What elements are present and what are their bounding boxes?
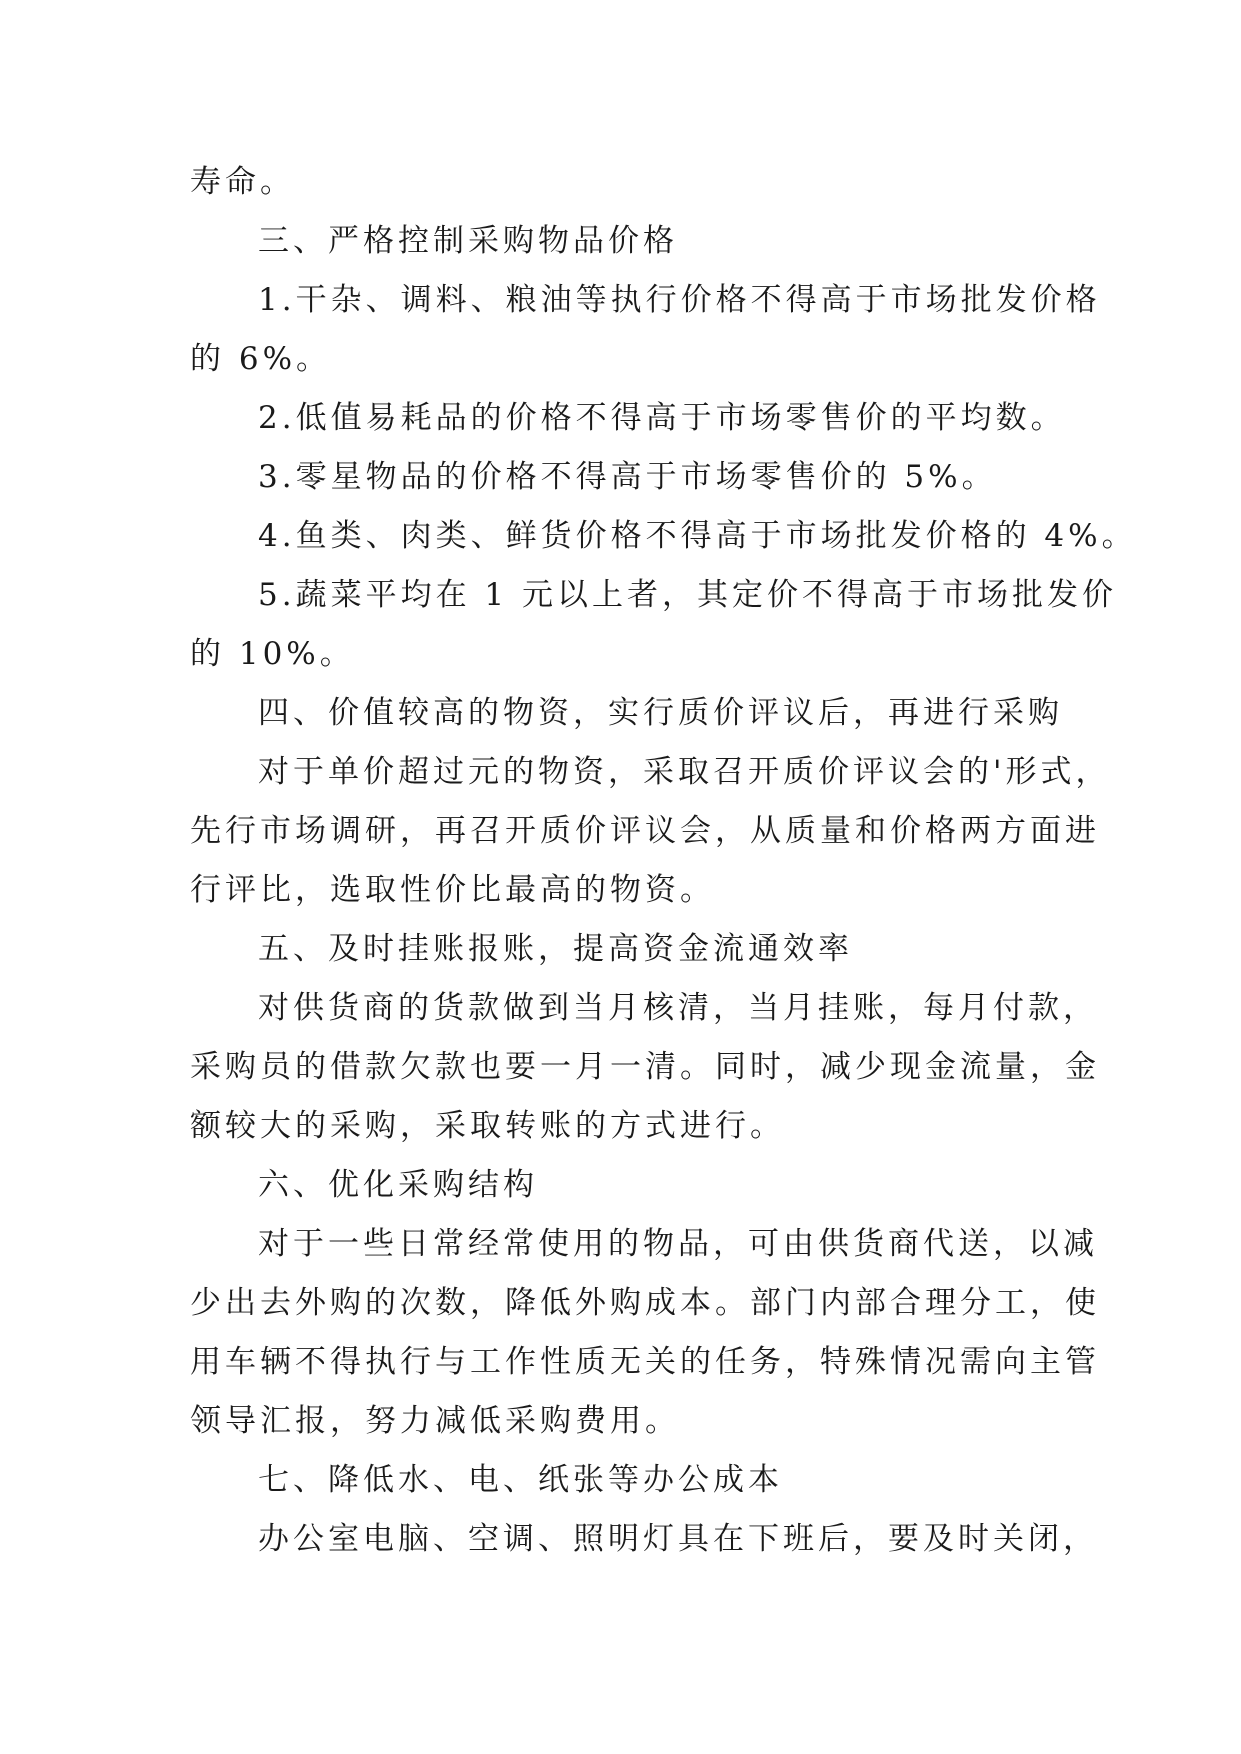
text-line: 用车辆不得执行与工作性质无关的任务，特殊情况需向主管 xyxy=(190,1344,1100,1380)
paragraph xyxy=(190,979,1100,1156)
text-line: 1.干杂、调料、粮油等执行价格不得高于市场批发价格 xyxy=(258,282,1101,318)
text-line: 三、严格控制采购物品价格 xyxy=(258,223,678,259)
text-line: 领导汇报，努力减低采购费用。 xyxy=(190,1403,680,1439)
text-line: 3.零星物品的价格不得高于市场零售价的 5%。 xyxy=(258,459,997,495)
text-line: 六、优化采购结构 xyxy=(258,1167,538,1203)
text-line: 行评比，选取性价比最高的物资。 xyxy=(190,872,715,908)
section-heading xyxy=(190,1156,1070,1215)
text-line: 额较大的采购，采取转账的方式进行。 xyxy=(190,1108,785,1144)
list-item xyxy=(190,566,1118,684)
text-line: 先行市场调研，再召开质价评议会，从质量和价格两方面进 xyxy=(190,813,1100,849)
text-line: 5.蔬菜平均在 1 元以上者，其定价不得高于市场批发价 xyxy=(258,577,1118,613)
section-heading xyxy=(190,212,1070,271)
text-line: 采购员的借款欠款也要一月一清。同时，减少现金流量，金 xyxy=(190,1049,1100,1085)
paragraph xyxy=(190,153,1070,212)
text-line: 七、降低水、电、纸张等办公成本 xyxy=(258,1462,783,1498)
text-line: 的 6%。 xyxy=(190,341,332,377)
list-item xyxy=(190,448,1070,507)
paragraph xyxy=(190,743,1111,920)
section-heading xyxy=(190,1451,1070,1510)
text-line: 办公室电脑、空调、照明灯具在下班后，要及时关闭， xyxy=(258,1521,1098,1557)
paragraph xyxy=(190,1510,1098,1569)
text-line: 的 10%。 xyxy=(190,636,355,672)
paragraph xyxy=(190,1215,1100,1451)
document-body xyxy=(190,153,1137,1569)
text-line: 五、及时挂账报账，提高资金流通效率 xyxy=(258,931,853,967)
text-line: 4.鱼类、肉类、鲜货价格不得高于市场批发价格的 4%。 xyxy=(258,518,1137,554)
text-line: 对于单价超过元的物资，采取召开质价评议会的'形式， xyxy=(258,754,1111,790)
list-item xyxy=(190,507,1137,566)
text-line: 少出去外购的次数，降低外购成本。部门内部合理分工，使 xyxy=(190,1285,1100,1321)
section-heading xyxy=(190,684,1070,743)
text-line: 对供货商的货款做到当月核清，当月挂账，每月付款， xyxy=(258,990,1098,1026)
text-line: 四、价值较高的物资，实行质价评议后，再进行采购 xyxy=(258,695,1063,731)
list-item xyxy=(190,389,1070,448)
text-line: 对于一些日常经常使用的物品，可由供货商代送，以减 xyxy=(258,1226,1098,1262)
text-line: 寿命。 xyxy=(190,164,295,200)
section-heading xyxy=(190,920,1070,979)
list-item xyxy=(190,271,1101,389)
text-line: 2.低值易耗品的价格不得高于市场零售价的平均数。 xyxy=(258,400,1066,436)
